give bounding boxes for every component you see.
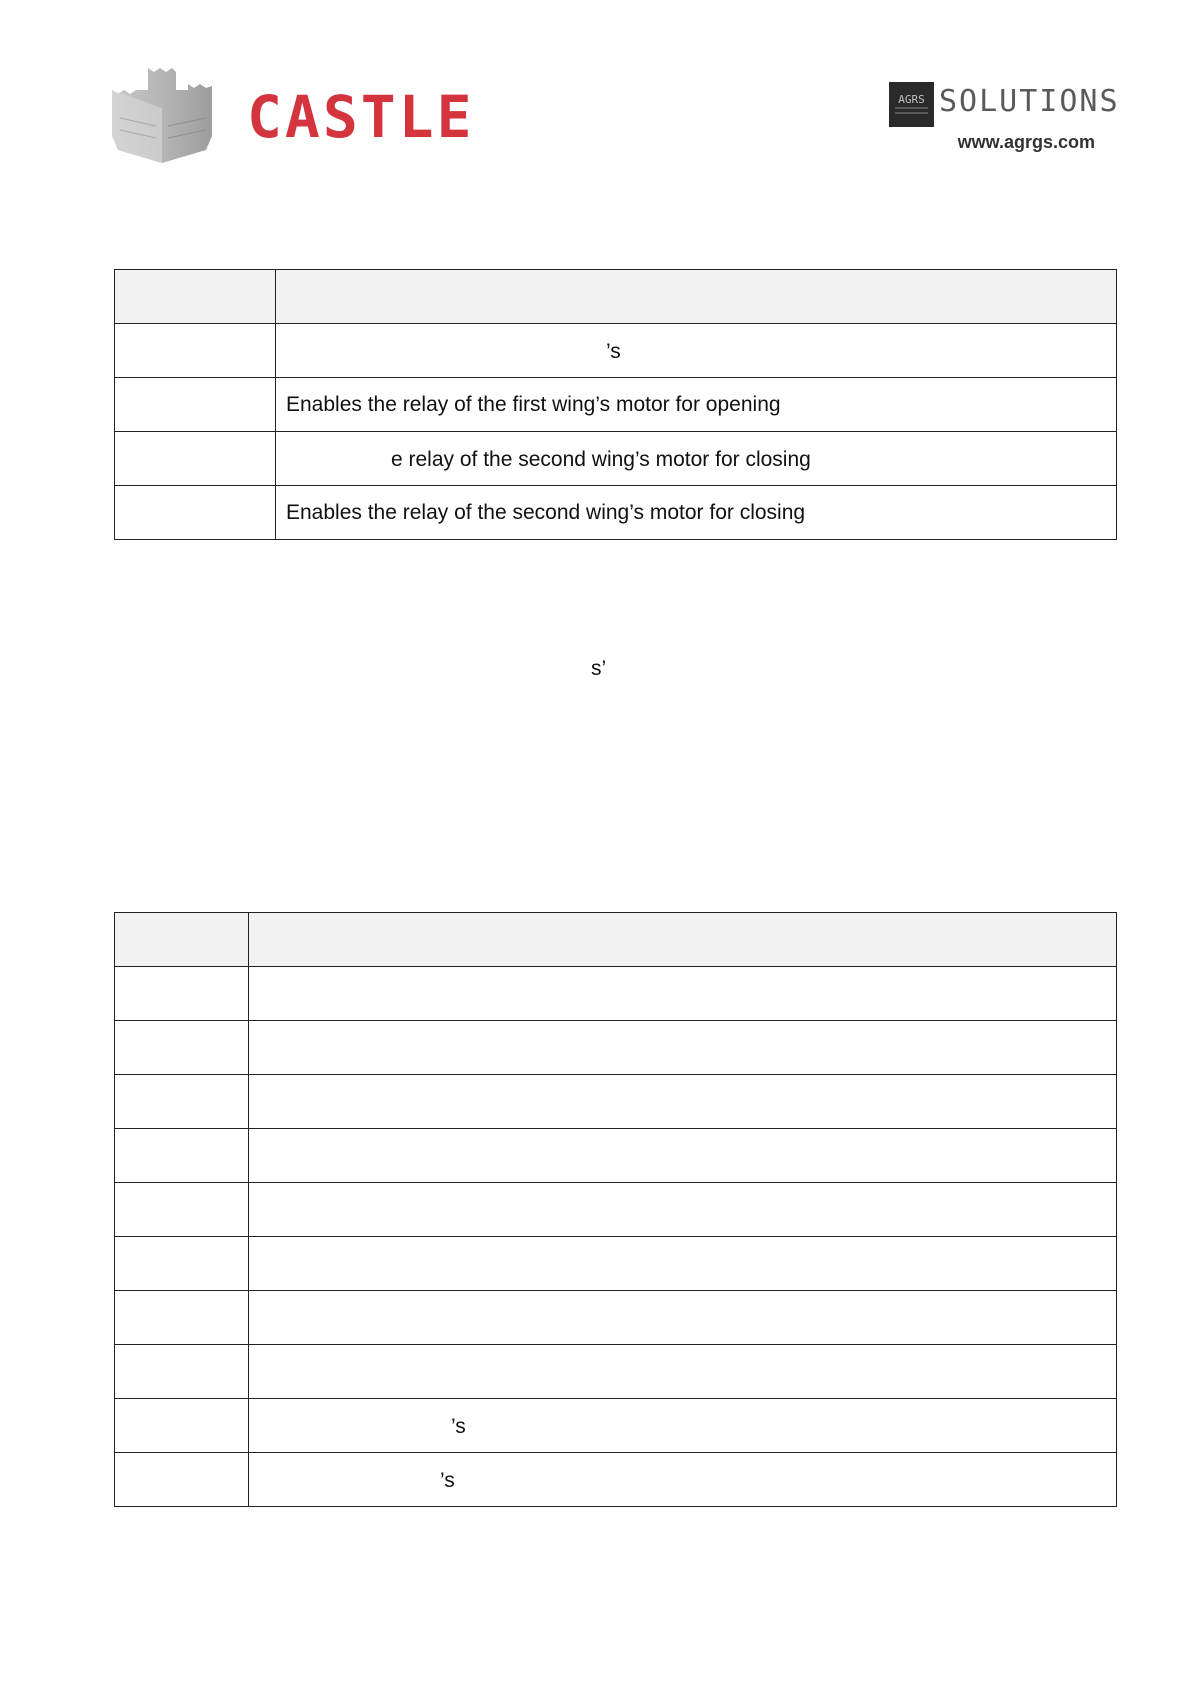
table-row [115,1237,1117,1291]
table-row [115,486,1117,540]
table-cell [115,378,276,432]
table-cell [249,967,1117,1021]
castle-wordmark: CASTLE [247,83,475,151]
text-fragment: e relay of the second wing’s motor for closing [391,448,811,471]
table-row [115,1399,1117,1453]
svg-text:AGRS: AGRS [898,93,925,106]
table-header-cell [115,270,276,324]
table-cell [115,1129,249,1183]
table-row [115,967,1117,1021]
table-cell [249,1075,1117,1129]
table-cell [249,1129,1117,1183]
table-cell [115,432,276,486]
table-cell [115,1345,249,1399]
agrs-mark-icon [889,82,934,127]
table-cell [115,1453,249,1507]
table-row [115,1021,1117,1075]
table-row [115,1291,1117,1345]
table-header-cell [276,270,1117,324]
table-row [115,1075,1117,1129]
table-cell [276,324,1117,378]
table-cell [249,1399,1117,1453]
table-row [115,432,1117,486]
table-cell [249,1237,1117,1291]
table-cell [115,1021,249,1075]
text-fragment: ’s [606,340,621,363]
table-cell [249,1345,1117,1399]
table-row [115,1129,1117,1183]
table-row [115,1345,1117,1399]
page-header [0,0,1191,170]
table-cell [249,1183,1117,1237]
table-cell [115,486,276,540]
body-text-fragment: s’ [591,657,607,680]
table-row [115,1453,1117,1507]
table-row [115,378,1117,432]
table-row [115,1183,1117,1237]
table-row [115,324,1117,378]
table-header-cell [249,913,1117,967]
table-cell [276,432,1117,486]
table-cell [249,1453,1117,1507]
table-cell [115,1237,249,1291]
table-cell [115,324,276,378]
agrs-solutions-logo [889,82,1120,182]
table-cell [249,1291,1117,1345]
table-cell [115,1183,249,1237]
table-cell [115,1075,249,1129]
castle-tower-logo [112,68,212,163]
table-cell: Enables the relay of the first wing’s motor for opening [276,378,1117,432]
agrs-solutions-wordmark: SOLUTIONS [939,84,1120,119]
table-cell [115,967,249,1021]
table-header-cell [115,913,249,967]
table-cell: Enables the relay of the second wing’s motor for closing [276,486,1117,540]
relay-table-2 [114,912,1117,1507]
table-cell [115,1399,249,1453]
text-fragment: ’s [451,1415,466,1438]
table-header-row [115,270,1117,324]
table-cell [249,1021,1117,1075]
agrs-website-url: www.agrgs.com [957,132,1095,152]
relay-table-1 [114,269,1117,540]
table-cell [115,1291,249,1345]
table-header-row [115,913,1117,967]
text-fragment: ’s [440,1469,455,1492]
